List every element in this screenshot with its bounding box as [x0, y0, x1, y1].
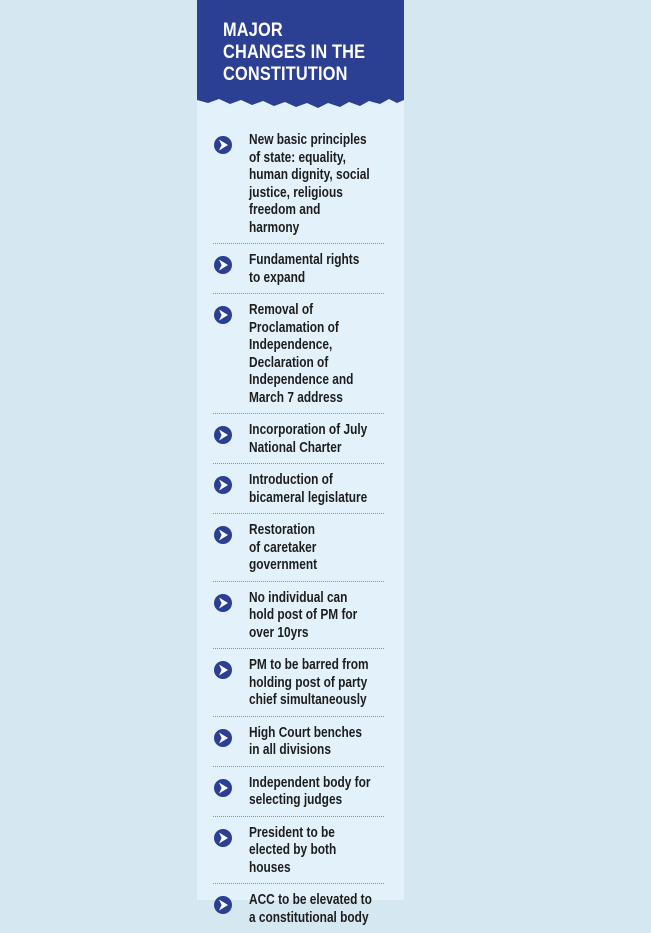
list-item-12 [213, 884, 384, 933]
arrow-pointer-icon [213, 135, 233, 155]
list-item-text: Introduction of bicameral legislature [249, 472, 368, 506]
list-item-3 [213, 294, 384, 414]
list-item-text: President to be elected by both houses [249, 824, 337, 876]
arrow-pointer-icon [213, 660, 233, 680]
list-item-2 [213, 244, 384, 294]
list-item-text: Restoration of caretaker government [249, 522, 318, 573]
list-item-text: Removal of Proclamation of Independence, Declaration of Independence and March 7 address [249, 302, 354, 406]
arrow-pointer-icon [213, 828, 233, 848]
list-item-11 [213, 817, 384, 885]
arrow-pointer-icon [213, 728, 233, 748]
list-item-text: Incorporation of July National Charter [249, 422, 368, 456]
arrow-pointer-icon [213, 525, 233, 545]
list-item-5 [213, 464, 384, 514]
list-item-8 [213, 649, 384, 717]
list-item-text: Independent body for selecting judges [249, 774, 371, 808]
list-item-6 [213, 514, 384, 582]
changes-list [197, 124, 404, 933]
arrow-pointer-icon [213, 475, 233, 495]
list-item-10 [213, 767, 384, 817]
arrow-pointer-icon [213, 305, 233, 325]
list-item-7 [213, 582, 384, 650]
arrow-pointer-icon [213, 425, 233, 445]
list-item-text: PM to be barred from holding post of party chief simultaneously [249, 657, 369, 708]
arrow-pointer-icon [213, 255, 233, 275]
list-item-1 [213, 124, 384, 244]
list-item-4 [213, 414, 384, 464]
list-item-9 [213, 717, 384, 767]
arrow-pointer-icon [213, 895, 233, 915]
list-item-text: ACC to be elevated to a constitutional body [249, 892, 372, 926]
list-item-text: No individual can hold post of PM for over 10yrs [249, 589, 358, 641]
infographic-panel [197, 0, 404, 926]
header-banner [197, 0, 404, 122]
list-item-text: High Court benches in all divisions [249, 724, 362, 758]
arrow-pointer-icon [213, 593, 233, 613]
list-item-text: New basic principles of state: equality, human dignity, social justice, religious freedom and harmony [249, 132, 370, 236]
list-item-text: Fundamental rights to expand [249, 252, 360, 286]
header-title: MAJOR CHANGES IN THE CONSTITUTION [223, 20, 366, 85]
arrow-pointer-icon [213, 778, 233, 798]
